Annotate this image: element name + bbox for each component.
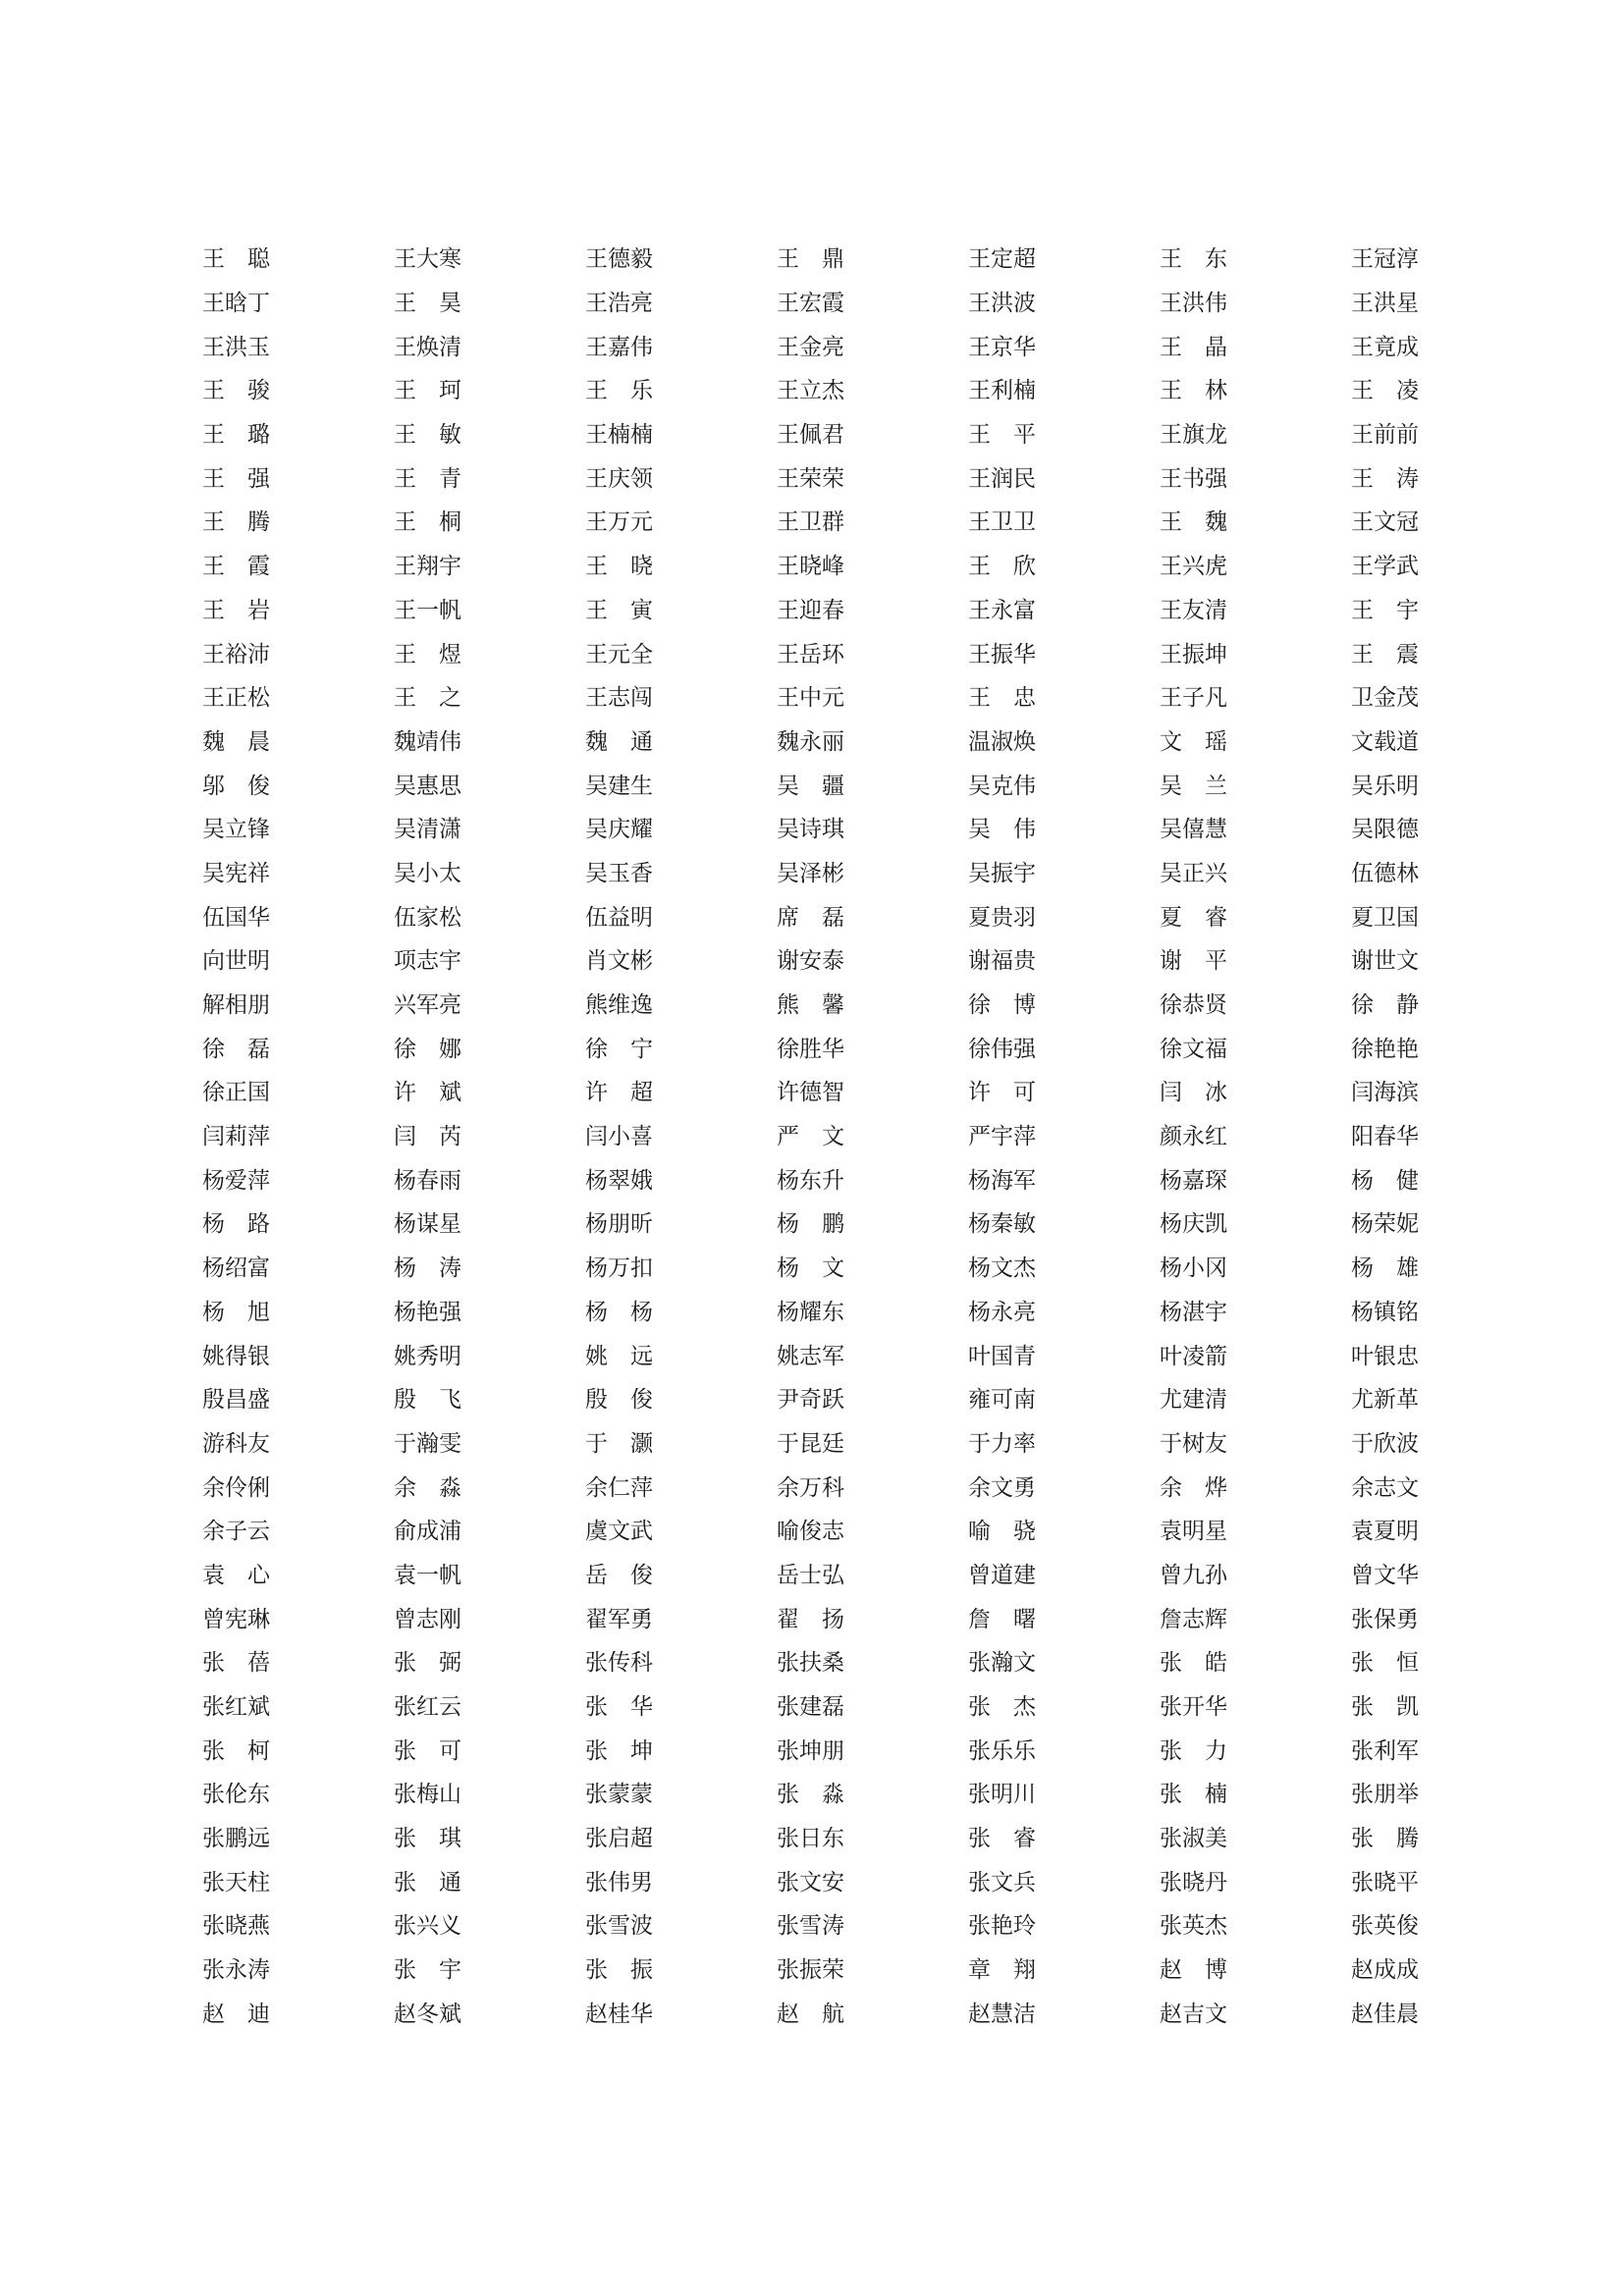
name-entry: 张 通 — [394, 1869, 461, 1896]
name-entry: 王德毅 — [585, 246, 653, 273]
name-entry: 殷 飞 — [394, 1387, 461, 1414]
name-entry: 袁夏明 — [1351, 1519, 1419, 1545]
name-entry: 文 瑶 — [1160, 728, 1227, 755]
name-entry: 许 可 — [968, 1080, 1036, 1106]
name-entry: 赵 迪 — [202, 2001, 270, 2027]
name-entry: 王荣荣 — [777, 465, 844, 492]
name-entry: 余 淼 — [394, 1474, 461, 1501]
name-entry: 余文勇 — [968, 1474, 1036, 1501]
name-entry: 余子云 — [202, 1519, 270, 1545]
name-entry: 项志宇 — [394, 948, 461, 975]
name-entry: 王晗丁 — [202, 291, 270, 317]
name-entry: 徐 宁 — [585, 1036, 653, 1062]
name-entry: 王学武 — [1351, 554, 1419, 580]
name-entry: 王庆领 — [585, 465, 653, 492]
name-entry: 俞成浦 — [394, 1519, 461, 1545]
name-entry: 于昆廷 — [777, 1430, 844, 1457]
name-entry: 杨镇铭 — [1351, 1299, 1419, 1325]
name-entry: 文载道 — [1351, 728, 1419, 755]
name-entry: 吴限德 — [1351, 817, 1419, 843]
name-entry: 于 灏 — [585, 1430, 653, 1457]
name-entry: 王 乐 — [585, 378, 653, 404]
name-entry: 詹 曙 — [968, 1606, 1036, 1632]
name-entry: 吴 疆 — [777, 773, 844, 799]
name-entry: 王 晶 — [1160, 334, 1227, 360]
name-entry: 余仁萍 — [585, 1474, 653, 1501]
name-entry: 伍国华 — [202, 904, 270, 931]
name-entry: 吴小太 — [394, 860, 461, 886]
name-entry: 张晓平 — [1351, 1869, 1419, 1896]
name-entry: 赵桂华 — [585, 2001, 653, 2027]
name-entry: 阳春华 — [1351, 1124, 1419, 1150]
name-entry: 张 楠 — [1160, 1782, 1227, 1808]
name-entry: 杨永亮 — [968, 1299, 1036, 1325]
name-entry: 徐伟强 — [968, 1036, 1036, 1062]
name-entry: 虞文武 — [585, 1519, 653, 1545]
name-entry: 张瀚文 — [968, 1650, 1036, 1677]
name-entry: 曾志刚 — [394, 1606, 461, 1632]
name-entry: 王浩亮 — [585, 291, 653, 317]
name-entry: 姚秀明 — [394, 1343, 461, 1369]
name-entry: 杨 杨 — [585, 1299, 653, 1325]
name-entry: 肖文彬 — [585, 948, 653, 975]
name-entry: 王裕沛 — [202, 641, 270, 667]
name-entry: 王 煜 — [394, 641, 461, 667]
name-entry: 王 忠 — [968, 685, 1036, 712]
name-entry: 王友清 — [1160, 597, 1227, 623]
name-entry: 王 东 — [1160, 246, 1227, 273]
name-entry: 夏贵羽 — [968, 904, 1036, 931]
name-entry: 谢世文 — [1351, 948, 1419, 975]
name-entry: 王晓峰 — [777, 554, 844, 580]
name-entry: 张坤朋 — [777, 1737, 844, 1764]
name-entry: 张启超 — [585, 1826, 653, 1852]
name-entry: 吴清潇 — [394, 817, 461, 843]
name-entry: 王嘉伟 — [585, 334, 653, 360]
name-entry: 伍益明 — [585, 904, 653, 931]
name-entry: 王 青 — [394, 465, 461, 492]
name-entry: 张伦东 — [202, 1782, 270, 1808]
name-entry: 许 超 — [585, 1080, 653, 1106]
name-entry: 吴泽彬 — [777, 860, 844, 886]
name-entry: 张蒙蒙 — [585, 1782, 653, 1808]
name-entry: 张梅山 — [394, 1782, 461, 1808]
name-entry: 闫 冰 — [1160, 1080, 1227, 1106]
name-entry: 徐文福 — [1160, 1036, 1227, 1062]
name-entry: 严宇萍 — [968, 1124, 1036, 1150]
name-entry: 袁 心 — [202, 1562, 270, 1588]
name-entry: 闫小喜 — [585, 1124, 653, 1150]
name-entry: 杨东升 — [777, 1167, 844, 1194]
name-entry: 严 文 — [777, 1124, 844, 1150]
name-entry: 王卫群 — [777, 509, 844, 536]
name-entry: 颜永红 — [1160, 1124, 1227, 1150]
name-entry: 王 欣 — [968, 554, 1036, 580]
name-entry: 王卫卫 — [968, 509, 1036, 536]
name-entry: 张红云 — [394, 1694, 461, 1721]
name-entry: 王子凡 — [1160, 685, 1227, 712]
name-entry: 王 珂 — [394, 378, 461, 404]
name-entry: 王立杰 — [777, 378, 844, 404]
name-entry: 杨春雨 — [394, 1167, 461, 1194]
name-entry: 吴诗琪 — [777, 817, 844, 843]
name-entry: 岳士弘 — [777, 1562, 844, 1588]
name-entry: 吴宪祥 — [202, 860, 270, 886]
name-entry: 杨湛宇 — [1160, 1299, 1227, 1325]
name-entry: 张鹏远 — [202, 1826, 270, 1852]
name-entry: 王万元 — [585, 509, 653, 536]
name-entry: 喻 骁 — [968, 1519, 1036, 1545]
name-entry: 王 宇 — [1351, 597, 1419, 623]
name-entry: 张乐乐 — [968, 1737, 1036, 1764]
name-entry: 王 平 — [968, 422, 1036, 449]
name-entry: 岳 俊 — [585, 1562, 653, 1588]
name-entry: 杨翠娥 — [585, 1167, 653, 1194]
name-entry: 谢福贵 — [968, 948, 1036, 975]
name-entry: 王金亮 — [777, 334, 844, 360]
name-entry: 张 华 — [585, 1694, 653, 1721]
name-entry: 王佩君 — [777, 422, 844, 449]
name-entry: 王 璐 — [202, 422, 270, 449]
name-entry: 卫金茂 — [1351, 685, 1419, 712]
name-entry: 王京华 — [968, 334, 1036, 360]
name-entry: 杨文杰 — [968, 1255, 1036, 1282]
name-entry: 伍家松 — [394, 904, 461, 931]
name-entry: 张建磊 — [777, 1694, 844, 1721]
name-entry: 杨荣妮 — [1351, 1211, 1419, 1238]
name-entry: 王岳环 — [777, 641, 844, 667]
name-entry: 曾文华 — [1351, 1562, 1419, 1588]
name-entry: 赵 航 — [777, 2001, 844, 2027]
name-entry: 翟 扬 — [777, 1606, 844, 1632]
name-entry: 吴 伟 — [968, 817, 1036, 843]
name-entry: 吴正兴 — [1160, 860, 1227, 886]
name-entry: 张晓丹 — [1160, 1869, 1227, 1896]
name-entry: 张 可 — [394, 1737, 461, 1764]
name-entry: 王一帆 — [394, 597, 461, 623]
name-entry: 曾九孙 — [1160, 1562, 1227, 1588]
name-entry: 张 腾 — [1351, 1826, 1419, 1852]
name-entry: 吴惠思 — [394, 773, 461, 799]
name-entry: 王 凌 — [1351, 378, 1419, 404]
name-entry: 尤新革 — [1351, 1387, 1419, 1414]
name-entry: 赵吉文 — [1160, 2001, 1227, 2027]
name-entry: 张文兵 — [968, 1869, 1036, 1896]
name-entry: 杨万扣 — [585, 1255, 653, 1282]
name-entry: 王书强 — [1160, 465, 1227, 492]
name-entry: 王前前 — [1351, 422, 1419, 449]
name-entry: 王文冠 — [1351, 509, 1419, 536]
name-entry: 杨秦敏 — [968, 1211, 1036, 1238]
name-entry: 王翔宇 — [394, 554, 461, 580]
name-entry: 徐艳艳 — [1351, 1036, 1419, 1062]
name-entry: 王振华 — [968, 641, 1036, 667]
name-entry: 吴建生 — [585, 773, 653, 799]
name-entry: 尤建清 — [1160, 1387, 1227, 1414]
name-entry: 叶国青 — [968, 1343, 1036, 1369]
name-entry: 袁一帆 — [394, 1562, 461, 1588]
name-entry: 王元全 — [585, 641, 653, 667]
name-entry: 张传科 — [585, 1650, 653, 1677]
name-entry: 王兴虎 — [1160, 554, 1227, 580]
name-entry: 伍德林 — [1351, 860, 1419, 886]
name-entry: 喻俊志 — [777, 1519, 844, 1545]
name-entry: 吴克伟 — [968, 773, 1036, 799]
name-entry: 殷昌盛 — [202, 1387, 270, 1414]
name-entry: 张 凯 — [1351, 1694, 1419, 1721]
name-entry: 张英杰 — [1160, 1913, 1227, 1940]
name-entry: 闫 芮 — [394, 1124, 461, 1150]
name-entry: 王 震 — [1351, 641, 1419, 667]
name-entry: 王焕清 — [394, 334, 461, 360]
name-entry: 张 蓓 — [202, 1650, 270, 1677]
name-entry: 张 睿 — [968, 1826, 1036, 1852]
name-entry: 谢安泰 — [777, 948, 844, 975]
name-entry: 王 敏 — [394, 422, 461, 449]
name-entry: 张淑美 — [1160, 1826, 1227, 1852]
name-entry: 王利楠 — [968, 378, 1036, 404]
name-entry: 王润民 — [968, 465, 1036, 492]
name-entry: 张扶桑 — [777, 1650, 844, 1677]
name-entry: 温淑焕 — [968, 728, 1036, 755]
name-entry: 张艳玲 — [968, 1913, 1036, 1940]
name-entry: 王洪星 — [1351, 291, 1419, 317]
name-entry: 王 寅 — [585, 597, 653, 623]
name-entry: 闫莉萍 — [202, 1124, 270, 1150]
name-entry: 熊维逸 — [585, 992, 653, 1019]
name-entry: 魏靖伟 — [394, 728, 461, 755]
name-entry: 王 鼎 — [777, 246, 844, 273]
name-entry: 邬 俊 — [202, 773, 270, 799]
name-entry: 杨 涛 — [394, 1255, 461, 1282]
name-entry: 张明川 — [968, 1782, 1036, 1808]
name-entry: 王旗龙 — [1160, 422, 1227, 449]
name-entry: 王志闯 — [585, 685, 653, 712]
name-entry: 张红斌 — [202, 1694, 270, 1721]
name-entry: 张 坤 — [585, 1737, 653, 1764]
name-entry: 许德智 — [777, 1080, 844, 1106]
name-entry: 赵成成 — [1351, 1957, 1419, 1984]
name-entry: 袁明星 — [1160, 1519, 1227, 1545]
name-entry: 徐恭贤 — [1160, 992, 1227, 1019]
name-entry: 赵佳晨 — [1351, 2001, 1419, 2027]
name-entry: 于瀚雯 — [394, 1430, 461, 1457]
name-entry: 雍可南 — [968, 1387, 1036, 1414]
name-entry: 于树友 — [1160, 1430, 1227, 1457]
name-entry: 杨谋星 — [394, 1211, 461, 1238]
name-entry: 魏 晨 — [202, 728, 270, 755]
name-entry: 王振坤 — [1160, 641, 1227, 667]
name-entry: 王竟成 — [1351, 334, 1419, 360]
name-entry: 王 桐 — [394, 509, 461, 536]
name-entry: 兴军亮 — [394, 992, 461, 1019]
name-entry: 赵 博 — [1160, 1957, 1227, 1984]
name-entry: 王楠楠 — [585, 422, 653, 449]
name-entry: 余志文 — [1351, 1474, 1419, 1501]
name-entry: 王 强 — [202, 465, 270, 492]
name-entry: 赵慧洁 — [968, 2001, 1036, 2027]
name-entry: 王 之 — [394, 685, 461, 712]
name-entry: 王 骏 — [202, 378, 270, 404]
name-entry: 余 烨 — [1160, 1474, 1227, 1501]
name-entry: 张振荣 — [777, 1957, 844, 1984]
name-entry: 姚志军 — [777, 1343, 844, 1369]
name-entry: 王洪玉 — [202, 334, 270, 360]
name-entry: 姚 远 — [585, 1343, 653, 1369]
name-entry: 解相朋 — [202, 992, 270, 1019]
name-entry: 张 弼 — [394, 1650, 461, 1677]
name-entry: 徐 静 — [1351, 992, 1419, 1019]
name-entry: 曾道建 — [968, 1562, 1036, 1588]
name-entry: 杨庆凯 — [1160, 1211, 1227, 1238]
name-entry: 张伟男 — [585, 1869, 653, 1896]
name-entry: 曾宪琳 — [202, 1606, 270, 1632]
name-entry: 张保勇 — [1351, 1606, 1419, 1632]
name-entry: 章 翔 — [968, 1957, 1036, 1984]
name-entry: 王冠淳 — [1351, 246, 1419, 273]
name-entry: 张 力 — [1160, 1737, 1227, 1764]
name-entry: 于欣波 — [1351, 1430, 1419, 1457]
name-entry: 张开华 — [1160, 1694, 1227, 1721]
name-entry: 杨 文 — [777, 1255, 844, 1282]
name-entry: 叶银忠 — [1351, 1343, 1419, 1369]
name-entry: 王 聪 — [202, 246, 270, 273]
name-entry: 杨 健 — [1351, 1167, 1419, 1194]
name-entry: 王 涛 — [1351, 465, 1419, 492]
name-entry: 王 霞 — [202, 554, 270, 580]
name-entry: 张文安 — [777, 1869, 844, 1896]
name-entry: 王正松 — [202, 685, 270, 712]
name-list-grid — [202, 238, 1439, 2036]
name-entry: 张兴义 — [394, 1913, 461, 1940]
name-entry: 杨耀东 — [777, 1299, 844, 1325]
name-entry: 吴乐明 — [1351, 773, 1419, 799]
name-entry: 尹奇跃 — [777, 1387, 844, 1414]
name-entry: 余伶俐 — [202, 1474, 270, 1501]
name-entry: 张 淼 — [777, 1782, 844, 1808]
name-entry: 张天柱 — [202, 1869, 270, 1896]
name-entry: 徐 娜 — [394, 1036, 461, 1062]
name-entry: 张雪波 — [585, 1913, 653, 1940]
name-entry: 张 杰 — [968, 1694, 1036, 1721]
name-entry: 吴振宇 — [968, 860, 1036, 886]
name-entry: 杨 雄 — [1351, 1255, 1419, 1282]
name-entry: 徐正国 — [202, 1080, 270, 1106]
name-entry: 吴玉香 — [585, 860, 653, 886]
name-entry: 游科友 — [202, 1430, 270, 1457]
name-entry: 张 宇 — [394, 1957, 461, 1984]
name-entry: 张英俊 — [1351, 1913, 1419, 1940]
name-entry: 夏卫国 — [1351, 904, 1419, 931]
name-entry: 杨 路 — [202, 1211, 270, 1238]
name-entry: 王定超 — [968, 246, 1036, 273]
name-entry: 谢 平 — [1160, 948, 1227, 975]
name-entry: 王迎春 — [777, 597, 844, 623]
name-entry: 翟军勇 — [585, 1606, 653, 1632]
name-entry: 吴 兰 — [1160, 773, 1227, 799]
name-entry: 杨绍富 — [202, 1255, 270, 1282]
name-entry: 许 斌 — [394, 1080, 461, 1106]
name-entry: 王 岩 — [202, 597, 270, 623]
name-entry: 王 昊 — [394, 291, 461, 317]
name-entry: 魏永丽 — [777, 728, 844, 755]
name-entry: 杨爱萍 — [202, 1167, 270, 1194]
name-entry: 张晓燕 — [202, 1913, 270, 1940]
name-entry: 张朋举 — [1351, 1782, 1419, 1808]
name-entry: 王 腾 — [202, 509, 270, 536]
name-entry: 杨 旭 — [202, 1299, 270, 1325]
name-entry: 张永涛 — [202, 1957, 270, 1984]
name-entry: 王中元 — [777, 685, 844, 712]
name-entry: 于力率 — [968, 1430, 1036, 1457]
name-entry: 徐 博 — [968, 992, 1036, 1019]
name-entry: 叶凌箭 — [1160, 1343, 1227, 1369]
name-entry: 吴立锋 — [202, 817, 270, 843]
name-entry: 王洪波 — [968, 291, 1036, 317]
name-entry: 杨嘉琛 — [1160, 1167, 1227, 1194]
name-entry: 姚得银 — [202, 1343, 270, 1369]
name-entry: 张利军 — [1351, 1737, 1419, 1764]
name-entry: 殷 俊 — [585, 1387, 653, 1414]
name-entry: 徐胜华 — [777, 1036, 844, 1062]
name-entry: 张 柯 — [202, 1737, 270, 1764]
name-entry: 张雪涛 — [777, 1913, 844, 1940]
name-entry: 张 振 — [585, 1957, 653, 1984]
name-entry: 张 琪 — [394, 1826, 461, 1852]
name-entry: 赵冬斌 — [394, 2001, 461, 2027]
name-entry: 张 皓 — [1160, 1650, 1227, 1677]
name-entry: 杨朋昕 — [585, 1211, 653, 1238]
name-entry: 王宏霞 — [777, 291, 844, 317]
name-entry: 杨 鹏 — [777, 1211, 844, 1238]
name-entry: 王洪伟 — [1160, 291, 1227, 317]
name-entry: 张日东 — [777, 1826, 844, 1852]
name-entry: 余万科 — [777, 1474, 844, 1501]
name-entry: 吴庆耀 — [585, 817, 653, 843]
name-entry: 魏 通 — [585, 728, 653, 755]
name-entry: 杨小冈 — [1160, 1255, 1227, 1282]
name-entry: 王 魏 — [1160, 509, 1227, 536]
name-entry: 席 磊 — [777, 904, 844, 931]
name-entry: 向世明 — [202, 948, 270, 975]
name-entry: 徐 磊 — [202, 1036, 270, 1062]
name-entry: 詹志辉 — [1160, 1606, 1227, 1632]
name-entry: 吴僖慧 — [1160, 817, 1227, 843]
name-entry: 张 恒 — [1351, 1650, 1419, 1677]
name-entry: 杨艳强 — [394, 1299, 461, 1325]
name-entry: 熊 馨 — [777, 992, 844, 1019]
name-entry: 杨海军 — [968, 1167, 1036, 1194]
name-entry: 王永富 — [968, 597, 1036, 623]
name-entry: 王大寒 — [394, 246, 461, 273]
name-entry: 王 林 — [1160, 378, 1227, 404]
name-entry: 闫海滨 — [1351, 1080, 1419, 1106]
name-entry: 夏 睿 — [1160, 904, 1227, 931]
name-entry: 王 晓 — [585, 554, 653, 580]
